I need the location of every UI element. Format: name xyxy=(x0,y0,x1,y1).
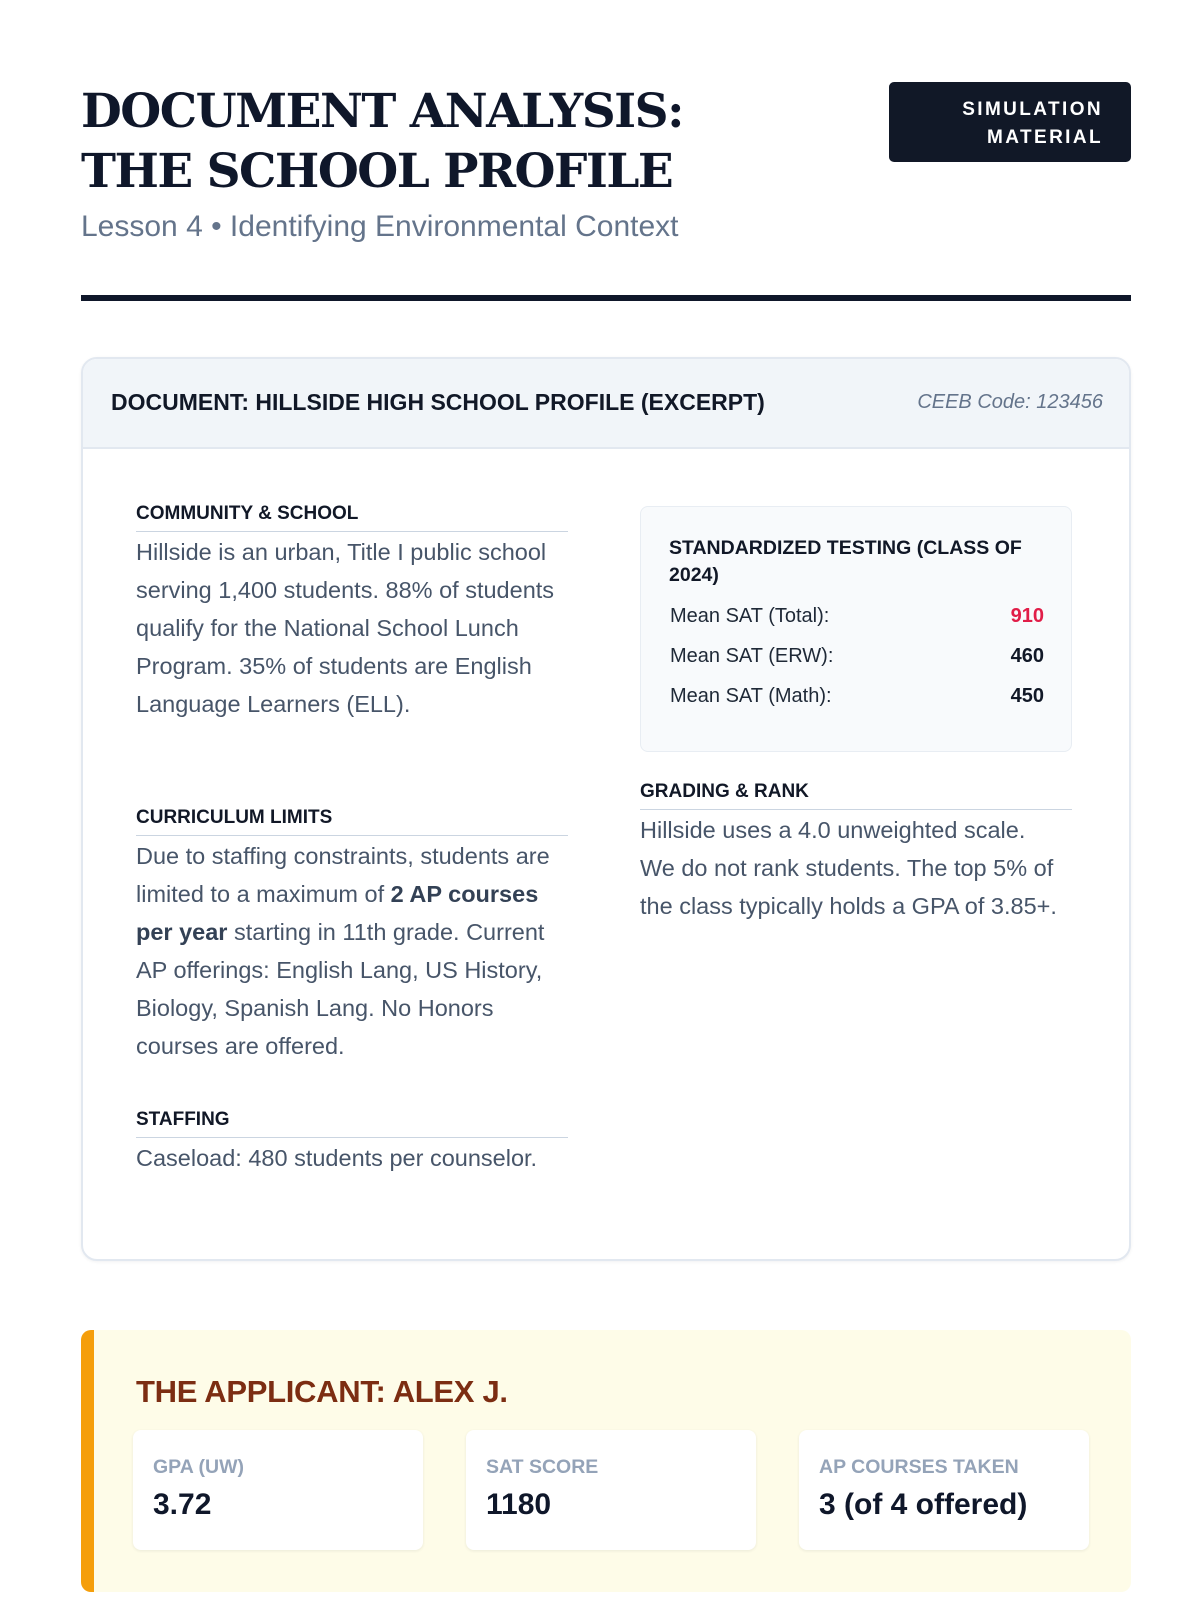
curriculum-text-end: starting in 11th grade. Current AP offerings: English Lang, US History, Biology, Spanish Lang. No Honors courses are offered. xyxy=(136,919,545,1059)
simulation-badge xyxy=(889,82,1131,162)
stat-card-sat xyxy=(466,1430,756,1550)
applicant-title: THE APPLICANT: ALEX J. xyxy=(136,1374,508,1409)
test-row-label: Mean SAT (Math): xyxy=(670,685,832,707)
community-text: Hillside is an urban, Title I public school serving 1,400 students. 88% of students qualify for the National School Lunch Program. 35% of students are English Language Learners (ELL). xyxy=(136,539,555,717)
stat-value: 1180 xyxy=(486,1488,552,1521)
community-section-label: COMMUNITY & SCHOOL xyxy=(136,503,568,532)
staffing-section-label: STAFFING xyxy=(136,1109,568,1138)
testing-summary-box xyxy=(640,506,1072,752)
page-header xyxy=(81,82,1131,302)
test-row-value: 460 xyxy=(1010,645,1044,667)
testing-title: STANDARDIZED TESTING (CLASS OF 2024) xyxy=(669,537,1022,586)
header-divider xyxy=(81,295,1131,301)
grading-section-label: GRADING & RANK xyxy=(640,781,1072,810)
test-row xyxy=(670,645,1044,675)
stat-card-gpa xyxy=(133,1430,423,1550)
test-row xyxy=(670,685,1044,715)
stat-label: GPA (UW) xyxy=(153,1456,244,1478)
document-card-header xyxy=(83,359,1129,449)
test-row xyxy=(670,605,1044,635)
test-row-label: Mean SAT (Total): xyxy=(670,605,830,627)
stat-label: AP COURSES TAKEN xyxy=(819,1456,1019,1478)
stat-card-ap-courses xyxy=(799,1430,1089,1550)
curriculum-text-start: Due to staffing constraints, students are limited to a maximum of xyxy=(136,843,550,907)
staffing-text: Caseload: 480 students per counselor. xyxy=(136,1145,538,1171)
applicant-accent-bar xyxy=(81,1330,94,1592)
test-row-value: 450 xyxy=(1010,685,1044,707)
lesson-subtitle: Lesson 4 • Identifying Environmental Context xyxy=(81,210,679,243)
ceeb-code: CEEB Code: 123456 xyxy=(917,391,1103,413)
curriculum-section-label: CURRICULUM LIMITS xyxy=(136,807,568,836)
page xyxy=(81,0,1131,1600)
school-profile-card xyxy=(81,357,1131,1261)
curriculum-text xyxy=(136,837,576,1065)
ap-limit-highlight: 2 AP courses per year xyxy=(136,881,539,945)
simulation-badge-label: SIMULATION MATERIAL xyxy=(962,99,1103,148)
stat-label: SAT SCORE xyxy=(486,1456,599,1478)
stat-value: 3.72 xyxy=(153,1488,212,1521)
test-row-label: Mean SAT (ERW): xyxy=(670,645,834,667)
document-title: DOCUMENT: HILLSIDE HIGH SCHOOL PROFILE (EXCERPT) xyxy=(111,389,765,415)
test-row-value: 910 xyxy=(1010,605,1044,627)
page-title: DOCUMENT ANALYSIS: THE SCHOOL PROFILE xyxy=(81,84,683,199)
applicant-card xyxy=(81,1330,1131,1592)
stat-value: 3 (of 4 offered) xyxy=(819,1488,1028,1521)
grading-text: Hillside uses a 4.0 unweighted scale. We do not rank students. The top 5% of the class typically holds a GPA of 3.85+. xyxy=(640,817,1057,919)
